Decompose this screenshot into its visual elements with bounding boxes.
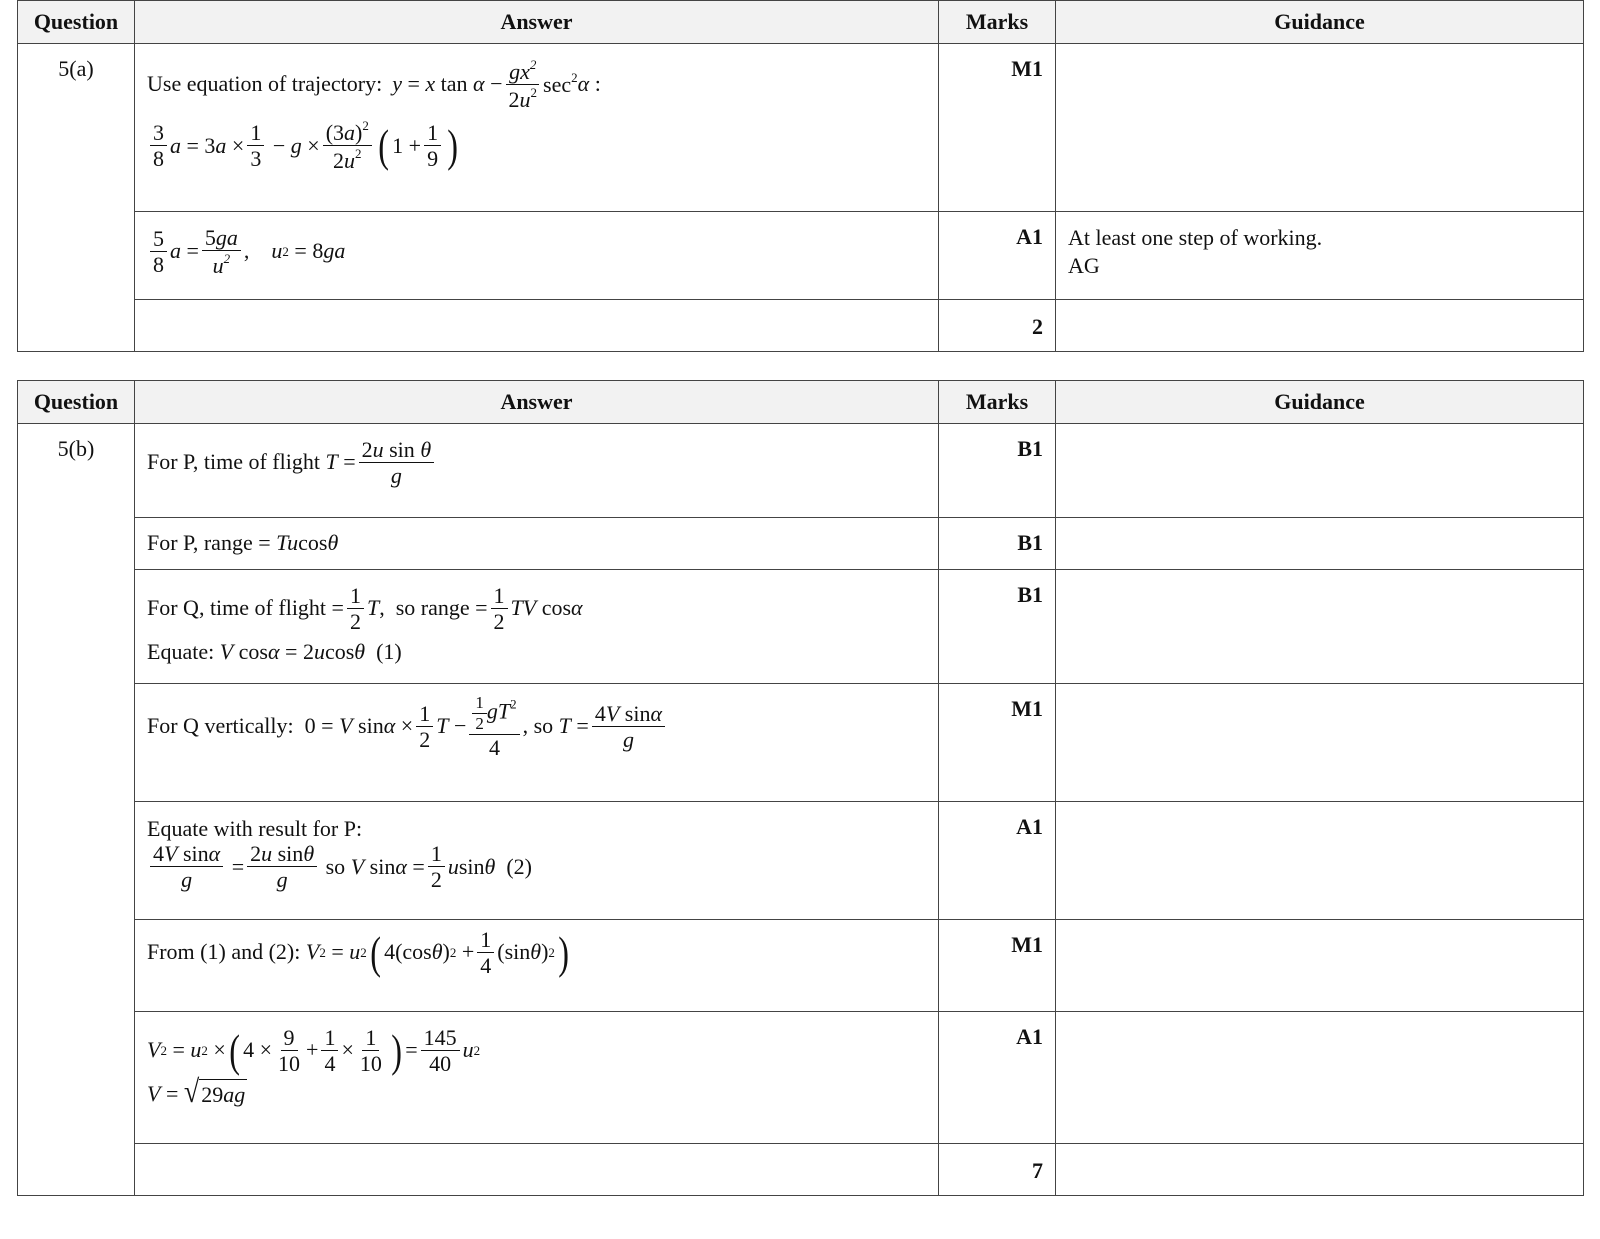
answer-cell [135, 212, 939, 300]
answer-cell [135, 920, 939, 1012]
guidance-cell [1056, 1144, 1584, 1196]
answer-text: For P, range = [147, 530, 271, 555]
answer-cell [135, 300, 939, 352]
answer-text [147, 816, 926, 842]
fraction-numerator: 3 [150, 121, 167, 146]
time-of-flight-p: For P, time of flight T = 2u sin θ g [147, 438, 926, 487]
table-row [18, 684, 1584, 802]
guidance-cell [1056, 684, 1584, 802]
mark-cell: B1 [939, 518, 1056, 570]
header-row [18, 381, 1584, 424]
answer-text: Equate with result for P: [147, 816, 363, 841]
mark-cell: A1 [939, 212, 1056, 300]
mark-cell: A1 [939, 1012, 1056, 1144]
guidance-cell [1056, 570, 1584, 684]
table-row [18, 424, 1584, 518]
answer-text: For Q vertically: [147, 713, 294, 739]
answer-cell [135, 1144, 939, 1196]
mark-cell: B1 [939, 570, 1056, 684]
guidance-cell [1056, 300, 1584, 352]
trajectory-equation: Use equation of trajectory: y = x tan α − $gx^2$ $2u^2$ $\sec^2$ α : [147, 57, 601, 113]
time-of-flight-q: For Q, time of flight = $\frac{1}{2}$ T , so range = $\frac{1}{2}$ TV cos α [147, 583, 583, 635]
final-substitution: V 2 = u 2 × ( 4 × 9 10 + 1 4 × 1 10 ) = 145 40 u 2 [147, 1024, 481, 1077]
header-row [18, 1, 1584, 44]
answer-text: Use equation of trajectory: [147, 71, 383, 97]
total-mark-cell: 7 [939, 1144, 1056, 1196]
header-marks: Marks [939, 1, 1056, 44]
combined-equation: From (1) and (2): V 2 = u 2 ( 4(cos θ ) 2 + 1 4 (sin θ ) 2 ) [147, 926, 569, 979]
guidance-cell [1056, 920, 1584, 1012]
guidance-cell [1056, 518, 1584, 570]
answer-text: Equate: [147, 639, 215, 665]
question-number: 5(b) [18, 424, 135, 1196]
guidance-cell [1056, 44, 1584, 212]
result-equation: 5 8 a = 5ga $u^2$ , u 2 = 8 ga [147, 226, 926, 277]
substitution-equation: $\frac{3}{8}$ a = 3 a × 1 3 − g × $(3a)^2$ $2u^2$ ( 1 + 1 9 ) [147, 119, 926, 172]
table-row [18, 1012, 1584, 1144]
guidance-cell [1056, 424, 1584, 518]
header-question: Question [18, 381, 135, 424]
guidance-cell [1056, 802, 1584, 920]
answer-text: For Q, time of flight = [147, 595, 344, 621]
equation-2: 4V sinα g = 2u sinθ g so V sin α = 1 2 u sin θ (2) [147, 842, 926, 891]
mark-cell: A1 [939, 802, 1056, 920]
table-row [18, 802, 1584, 920]
answer-text: so range = [395, 595, 488, 621]
mark-cell: B1 [939, 424, 1056, 518]
table-row [18, 518, 1584, 570]
answer-cell [135, 570, 939, 684]
answer-cell [135, 518, 939, 570]
table-row [18, 920, 1584, 1012]
header-answer: Answer [135, 1, 939, 44]
range-p: For P, range = Tu cos θ [147, 530, 339, 555]
header-question: Question [18, 1, 135, 44]
header-answer: Answer [135, 381, 939, 424]
answer-text: For P, time of flight [147, 449, 320, 475]
final-answer: V = √ 29ag [147, 1074, 246, 1111]
total-mark-cell: 2 [939, 300, 1056, 352]
answer-text: From (1) and (2): [147, 939, 301, 965]
guidance-cell [1056, 212, 1584, 300]
table-row [18, 212, 1584, 300]
question-number: 5(a) [18, 44, 135, 352]
vertical-motion-q: For Q vertically: 0 = V sin α × 1 2 T − $\frac{1}{2}$ $gT^2$ 4 , so T = 4V sinα g [147, 694, 926, 759]
header-guidance: Guidance [1056, 381, 1584, 424]
guidance-cell [1056, 1012, 1584, 1144]
header-marks: Marks [939, 381, 1056, 424]
guidance-text: At least one step of working. [1068, 225, 1323, 250]
header-guidance: Guidance [1056, 1, 1584, 44]
answer-cell [135, 684, 939, 802]
table-row [18, 44, 1584, 212]
table-row [18, 300, 1584, 352]
answer-cell [135, 44, 939, 212]
mark-cell: M1 [939, 920, 1056, 1012]
table-row [18, 570, 1584, 684]
markscheme-table-5a [17, 0, 1584, 352]
markscheme-table-5b [17, 380, 1584, 1196]
answer-cell [135, 424, 939, 518]
mark-cell: M1 [939, 684, 1056, 802]
answer-cell [135, 802, 939, 920]
equation-1: Equate: V cos α = 2 u cos θ (1) [147, 639, 402, 665]
fraction-denominator: 8 [153, 146, 164, 172]
mark-cell: M1 [939, 44, 1056, 212]
answer-cell [135, 1012, 939, 1144]
guidance-text: AG [1068, 252, 1100, 278]
table-row [18, 1144, 1584, 1196]
